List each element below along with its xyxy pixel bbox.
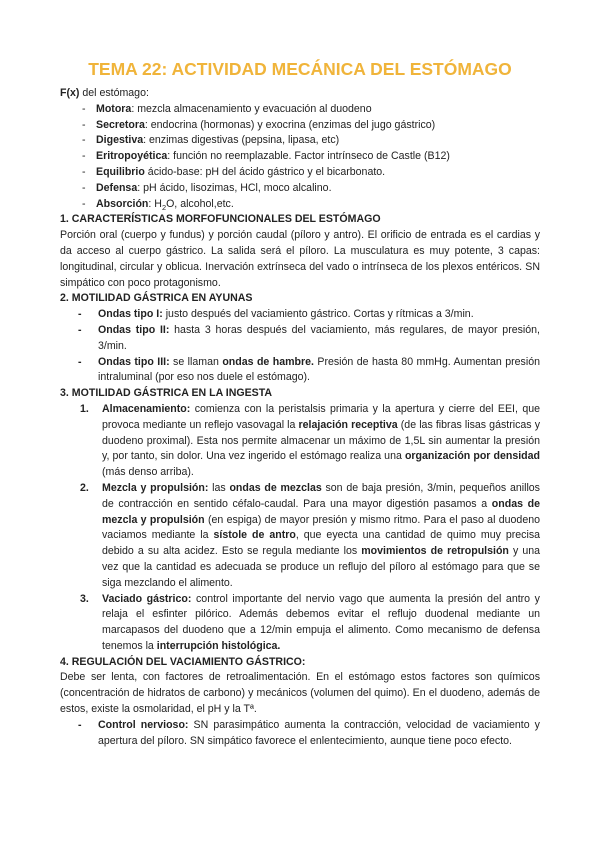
list-item xyxy=(84,149,540,165)
section-heading-4: 4. REGULACIÓN DEL VACIAMIENTO GÁSTRICO: xyxy=(60,655,306,668)
item-text: (en espiga) de mayor presión y mismo ritmo. Para el paso al duodeno vaciamos mediante la xyxy=(102,513,540,542)
section-1-text: Porción oral (cuerpo y fundus) y porción caudal (píloro y antro). El orificio de entrada es el cardias y da acceso al cuerpo gástrico. La salida será el píloro. La musculatura es muy potente, 3 capas: longitudinal, circular y oblicua. Inervación extrínseca del vado o intrínseca de los plexos entéricos. SN simpático con poco protagonismo. xyxy=(60,229,540,289)
item-number: 3. xyxy=(80,592,89,605)
function-desc: : mezcla almacenamiento y evacuación al duodeno xyxy=(131,102,372,115)
item-emphasis: ondas de hambre. xyxy=(222,355,314,368)
item-emphasis: sístole de antro xyxy=(213,529,296,542)
item-term: Vaciado gástrico: xyxy=(102,592,192,605)
item-emphasis: movimientos de retropulsión xyxy=(361,545,509,558)
regulation-list xyxy=(60,718,540,750)
section-heading-2: 2. MOTILIDAD GÁSTRICA EN AYUNAS xyxy=(60,292,253,305)
section-heading-3: 3. MOTILIDAD GÁSTRICA EN LA INGESTA xyxy=(60,387,273,400)
list-item xyxy=(84,102,540,118)
list-item xyxy=(84,118,540,134)
list-item xyxy=(84,181,540,197)
function-desc: : endocrina (hormonas) y exocrina (enzimas del jugo gástrico) xyxy=(144,118,436,131)
list-item xyxy=(78,323,540,355)
item-text: comienza con la peristalsis primaria y la apertura y cierre del EEI, que provoca mediante un reflejo vasovagal la xyxy=(102,402,540,431)
item-text: hasta 3 horas después del vaciamiento, más regulares, de mayor presión, 3/min. xyxy=(98,323,540,352)
list-item xyxy=(78,355,540,387)
item-emphasis: ondas de mezcla y propulsión xyxy=(102,497,540,526)
function-desc: ácido-base: pH del ácido gástrico y el bicarbonato. xyxy=(144,165,386,178)
item-number: 1. xyxy=(80,402,89,415)
item-term: Ondas tipo II: xyxy=(98,323,170,336)
item-text: , que eyecta una cantidad de quimo muy precisa debido a su alta acidez. Esto se regula mediante los xyxy=(102,529,541,558)
function-term: Eritropoyética xyxy=(96,150,168,163)
function-desc: : H xyxy=(148,197,162,210)
list-item xyxy=(78,307,540,323)
subscript: 2 xyxy=(161,202,167,212)
item-term: Mezcla y propulsión: xyxy=(102,481,209,494)
list-item xyxy=(80,402,540,481)
item-text: justo después del vaciamiento gástrico. Cortas y rítmicas a 3/min. xyxy=(162,308,474,321)
item-text: SN parasimpático aumenta la contracción, velocidad de vaciamiento y apertura del píloro. SN simpático favorece el enlentecimiento, aunque tiene poco efecto. xyxy=(98,718,540,747)
item-term: Ondas tipo I: xyxy=(98,308,163,321)
fasting-waves-list xyxy=(60,307,540,386)
item-text: (de las fibras lisas gástricas y duodeno proximal). Esta nos permite almacenar un máximo de 1,5L sin aumentar la presión y, por tanto, sin dolor. Una vez ingerido el estómago realiza una xyxy=(102,418,540,463)
list-item xyxy=(84,165,540,181)
function-desc: : pH ácido, lisozimas, HCl, moco alcalino. xyxy=(137,181,332,194)
item-term: Ondas tipo III: xyxy=(98,355,170,368)
item-text: las xyxy=(208,481,230,494)
item-text: (más denso arriba). xyxy=(102,466,194,479)
item-text: son de baja presión, 3/min, pequeños anillos de contracción en sentido céfalo-caudal. Para una mayor digestión pasamos a xyxy=(102,481,540,510)
item-text: se llaman xyxy=(169,355,223,368)
item-emphasis: relajación receptiva xyxy=(298,418,398,431)
item-emphasis: organización por densidad xyxy=(404,450,540,463)
function-desc: : función no reemplazable. Factor intrínseco de Castle (B12) xyxy=(167,150,450,163)
functions-intro xyxy=(60,86,540,102)
function-term: Secretora xyxy=(96,118,145,131)
function-term: Equilibrio xyxy=(96,165,145,178)
function-term: Motora xyxy=(96,102,132,115)
section-4-text: Debe ser lenta, con factores de retroalimentación. En el estómago estos factores son químicos (concentración de hidratos de carbono) y mecánicos (volumen del quimo). En el duodeno, además de estos, existe la osmolaridad, el pH y la Tª. xyxy=(60,671,540,716)
function-term: Absorción xyxy=(96,197,149,210)
section-heading-1: 1. CARACTERÍSTICAS MORFOFUNCIONALES DEL ESTÓMAGO xyxy=(60,213,381,226)
item-text: y una vez que la cantidad es adecuada se produce un reflujo del píloro al estómago para que se siga mezclando el alimento. xyxy=(102,545,541,589)
list-item xyxy=(80,592,540,655)
fx-text: del estómago: xyxy=(79,87,149,99)
item-emphasis: ondas de mezclas xyxy=(229,481,322,494)
list-item xyxy=(84,197,540,213)
document-body xyxy=(60,86,540,749)
function-term: Digestiva xyxy=(96,134,144,147)
item-emphasis: interrupción histológica. xyxy=(156,639,281,652)
page-title: TEMA 22: ACTIVIDAD MECÁNICA DEL ESTÓMAGO xyxy=(88,59,512,79)
item-text: Presión de hasta 80 mmHg. Aumentan presión intraluminal (por eso nos duele el estómago). xyxy=(98,355,540,384)
item-term: Control nervioso: xyxy=(98,718,189,731)
item-term: Almacenamiento: xyxy=(102,402,191,415)
function-desc: : enzimas digestivas (pepsina, lipasa, etc) xyxy=(143,134,340,147)
list-item xyxy=(80,481,540,592)
ingestion-list xyxy=(60,402,540,655)
functions-list xyxy=(60,102,540,213)
function-desc: O, alcohol,etc. xyxy=(166,197,234,210)
list-item xyxy=(84,133,540,149)
function-term: Defensa xyxy=(96,181,138,194)
item-number: 2. xyxy=(80,481,89,494)
fx-label: F(x) xyxy=(60,87,80,99)
list-item xyxy=(78,718,540,750)
item-text: control importante del nervio vago que aumenta la presión del antro y relaja el esfinter pilórico. Además debemos evitar el reflujo duodenal mediante un marcapasos del duodeno que a 12/min empuja el alimento. Como mecanismo de defensa tenemos la xyxy=(102,592,540,652)
